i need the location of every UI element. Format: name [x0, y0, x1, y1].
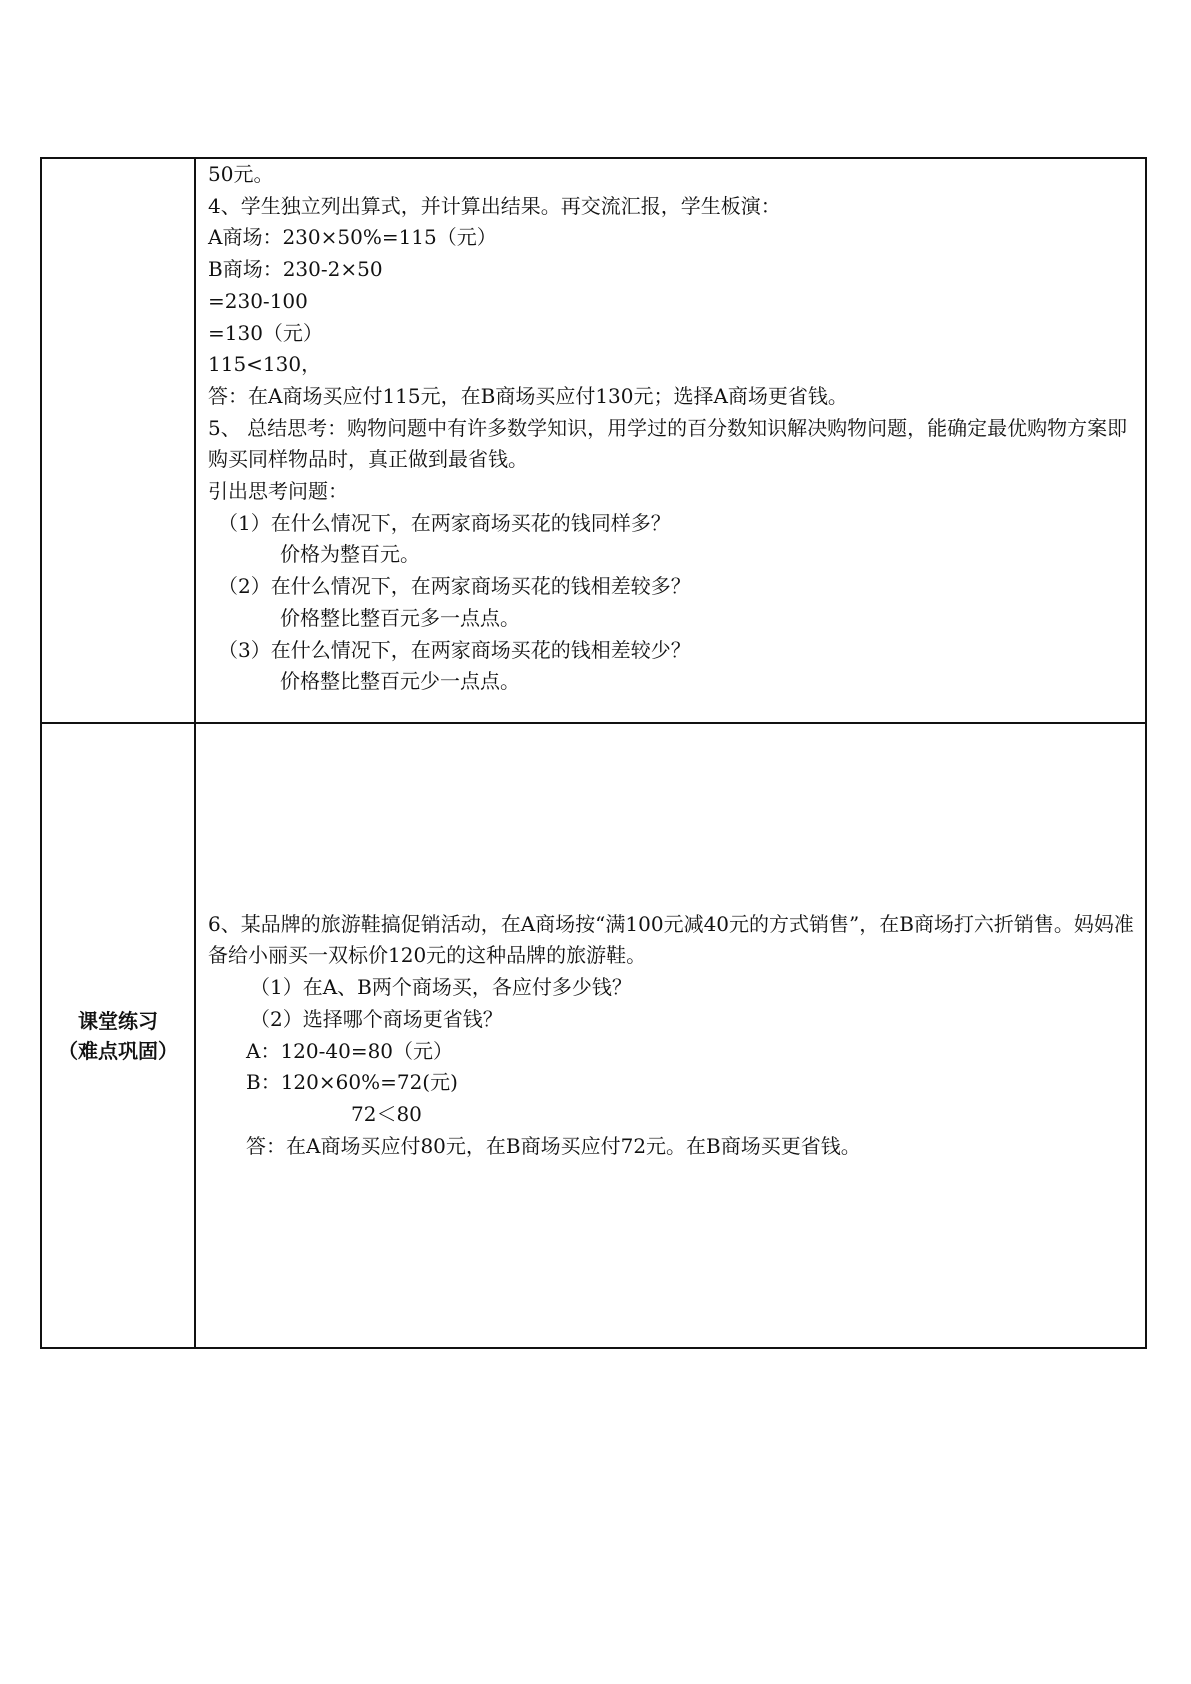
solution-answer: 答：在A商场买应付80元，在B商场买应付72元。在B商场买更省钱。: [246, 1133, 861, 1158]
question-intro: 引出思考问题：: [208, 479, 348, 504]
text-line: 50元。: [208, 162, 274, 186]
practice-content-cell: [195, 723, 1146, 1348]
solution-a: A：120-40=80（元）: [246, 1038, 454, 1063]
question-3: （3）在什么情况下，在两家商场买花的钱相差较少？: [218, 637, 691, 662]
solution-compare: 72＜80: [351, 1101, 422, 1126]
lesson-table: [40, 157, 1147, 1349]
answer-3: 价格整比整百元少一点点。: [280, 669, 520, 694]
process-content-cell: [195, 158, 1146, 723]
table-row-practice: [41, 723, 1146, 1348]
calc-b-line: B商场：230-2×50: [208, 257, 383, 282]
comparison-line: 115<130，: [208, 352, 322, 377]
table-row-process: [41, 158, 1146, 723]
question-1: （1）在什么情况下，在两家商场买花的钱同样多？: [218, 510, 671, 535]
answer-line: 答：在A商场买应付115元，在B商场买应付130元；选择A商场更省钱。: [208, 383, 848, 408]
problem-statement: 6、某品牌的旅游鞋搞促销活动，在A商场按“满100元减40元的方式销售”，在B商场打六折销售。妈妈准备给小丽买一双标价120元的这种品牌的旅游鞋。: [208, 911, 1134, 968]
calc-a-line: A商场：230×50%=115（元）: [208, 225, 497, 250]
question-2: （2）在什么情况下，在两家商场买花的钱相差较多？: [218, 574, 691, 599]
answer-2: 价格整比整百元多一点点。: [280, 605, 520, 630]
calc-b-step3: =130（元）: [208, 320, 323, 345]
practice-label-cell: [41, 723, 195, 1348]
step4-line: 4、学生独立列出算式，并计算出结果。再交流汇报，学生板演：: [208, 193, 781, 218]
sub-question-1: （1）在A、B两个商场买，各应付多少钱？: [250, 975, 632, 1000]
solution-b: B：120×60%=72(元): [246, 1070, 458, 1095]
process-content: [196, 159, 1145, 698]
row-label-empty: [41, 158, 195, 723]
answer-1: 价格为整百元。: [280, 542, 420, 567]
summary-paragraph: 5、 总结思考：购物问题中有许多数学知识，用学过的百分数知识解决购物问题，能确定最优购物方案即购买同样物品时，真正做到最省钱。: [208, 415, 1128, 472]
practice-label-line1: 课堂练习: [78, 1008, 158, 1033]
practice-content: [196, 909, 1145, 1163]
practice-label-line2: （难点巩固）: [58, 1038, 178, 1063]
sub-question-2: （2）选择哪个商场更省钱？: [250, 1006, 503, 1031]
calc-b-step2: =230-100: [208, 288, 308, 313]
